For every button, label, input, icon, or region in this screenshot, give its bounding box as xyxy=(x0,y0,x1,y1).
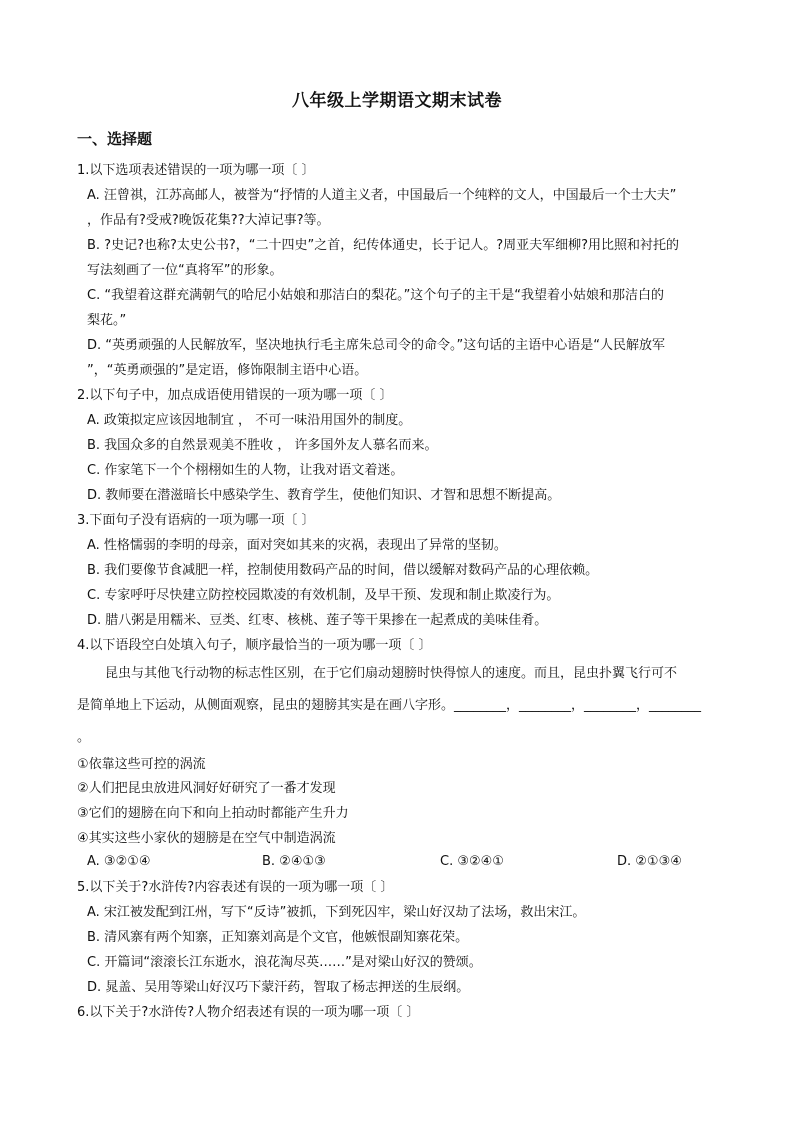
question-5-option-b: B. 清风寨有两个知寨，正知寨刘高是个文官，他嫉恨副知寨花荣。 xyxy=(87,930,469,945)
question-1-option-b-cont: 写法刻画了一位“真将军”的形象。 xyxy=(87,263,283,278)
question-1-option-d-cont: ”，“英勇顽强的”是定语，修饰限制主语中心语。 xyxy=(87,363,368,378)
question-1-option-a-cont: ，作品有?受戒?晚饭花集??大淖记事?等。 xyxy=(87,213,330,228)
question-1-option-c: C. “我望着这群充满朝气的哈尼小姑娘和那洁白的梨花。”这个句子的主干是“我望着小姑娘和那洁白的 xyxy=(87,288,665,303)
section-heading: 一、选择题 xyxy=(77,130,153,148)
question-4-item-3: ③它们的翅膀在向下和向上拍动时都能产生升力 xyxy=(77,806,349,821)
question-5-option-a: A. 宋江被发配到江州，写下“反诗”被抓，下到死囚牢，梁山好汉劫了法场，救出宋江。 xyxy=(87,905,586,920)
question-4-choices xyxy=(87,854,727,872)
question-1-option-a: A. 汪曾祺，江苏高邮人，被誉为“抒情的人道主义者，中国最后一个纯粹的文人，中国最后一个士大夫” xyxy=(87,188,677,203)
question-4-option-c: C. ③②④① xyxy=(440,854,504,869)
question-2-option-a: A. 政策拟定应该因地制宜 ， 不可一味沿用国外的制度。 xyxy=(87,413,412,428)
question-3-option-c: C. 专家呼吁尽快建立防控校园欺凌的有效机制，及早干预、发现和制止欺凌行为。 xyxy=(87,588,560,603)
question-5-option-d: D. 晁盖、吴用等梁山好汉巧下蒙汗药，智取了杨志押送的生辰纲。 xyxy=(87,980,470,995)
page-title: 八年级上学期语文期末试卷 xyxy=(292,91,502,111)
question-4-passage-line-2: 是简单地上下运动，从侧面观察，昆虫的翅膀其实是在画八字形。________，________，________，________ xyxy=(77,698,702,713)
question-5-option-c: C. 开篇词“滚滚长江东逝水，浪花淘尽英……”是对梁山好汉的赞颂。 xyxy=(87,955,482,970)
question-4-item-2: ②人们把昆虫放进风洞好好研究了一番才发现 xyxy=(77,781,336,796)
question-2-option-c: C. 作家笔下一个个栩栩如生的人物，让我对语文着迷。 xyxy=(87,463,404,478)
question-1-option-d: D. “英勇顽强的人民解放军，坚决地执行毛主席朱总司令的命令。”这句话的主语中心语是“人民解放军 xyxy=(87,338,665,353)
question-4-option-b: B. ②④①③ xyxy=(262,854,326,869)
question-3-option-b: B. 我们要像节食减肥一样，控制使用数码产品的时间，借以缓解对数码产品的心理依赖。 xyxy=(87,563,599,578)
question-2-stem: 2.以下句子中，加点成语使用错误的一项为哪一项〔 〕 xyxy=(77,388,393,403)
question-4-option-a: A. ③②①④ xyxy=(87,854,151,869)
question-4-item-1: ①依靠这些可控的涡流 xyxy=(77,757,206,772)
question-4-stem: 4.以下语段空白处填入句子，顺序最恰当的一项为哪一项〔 〕 xyxy=(77,638,432,653)
question-3-option-a: A. 性格懦弱的李明的母亲，面对突如其来的灾祸，表现出了异常的坚韧。 xyxy=(87,538,507,553)
question-1-stem: 1.以下选项表述错误的一项为哪一项〔 〕 xyxy=(77,163,315,178)
question-1-option-c-cont: 梨花。” xyxy=(87,313,127,328)
question-4-passage-line-3: 。 xyxy=(77,730,91,745)
question-3-stem: 3.下面句子没有语病的一项为哪一项〔 〕 xyxy=(77,513,315,528)
question-1-option-b: B. ?史记?也称?太史公书?，“二十四史”之首，纪传体通史，长于记人。?周亚夫军细柳?用比照和衬托的 xyxy=(87,238,680,253)
question-4-item-4: ④其实这些小家伙的翅膀是在空气中制造涡流 xyxy=(77,831,336,846)
question-4-passage-line-1: 昆虫与其他飞行动物的标志性区别，在于它们扇动翅膀时快得惊人的速度。而且，昆虫扑翼飞行可不 xyxy=(105,666,678,681)
question-2-option-d: D. 教师要在潜滋暗长中感染学生、教育学生，使他们知识、才智和思想不断提高。 xyxy=(87,488,561,503)
question-6-stem: 6.以下关于?水浒传?人物介绍表述有误的一项为哪一项〔 〕 xyxy=(77,1005,420,1020)
question-5-stem: 5.以下关于?水浒传?内容表述有误的一项为哪一项〔 〕 xyxy=(77,880,394,895)
question-4-option-d: D. ②①③④ xyxy=(617,854,682,869)
question-3-option-d: D. 腊八粥是用糯米、豆类、红枣、核桃、莲子等干果掺在一起煮成的美味佳肴。 xyxy=(87,613,548,628)
question-2-option-b: B. 我国众多的自然景观美不胜收 ， 许多国外友人慕名而来。 xyxy=(87,438,438,453)
